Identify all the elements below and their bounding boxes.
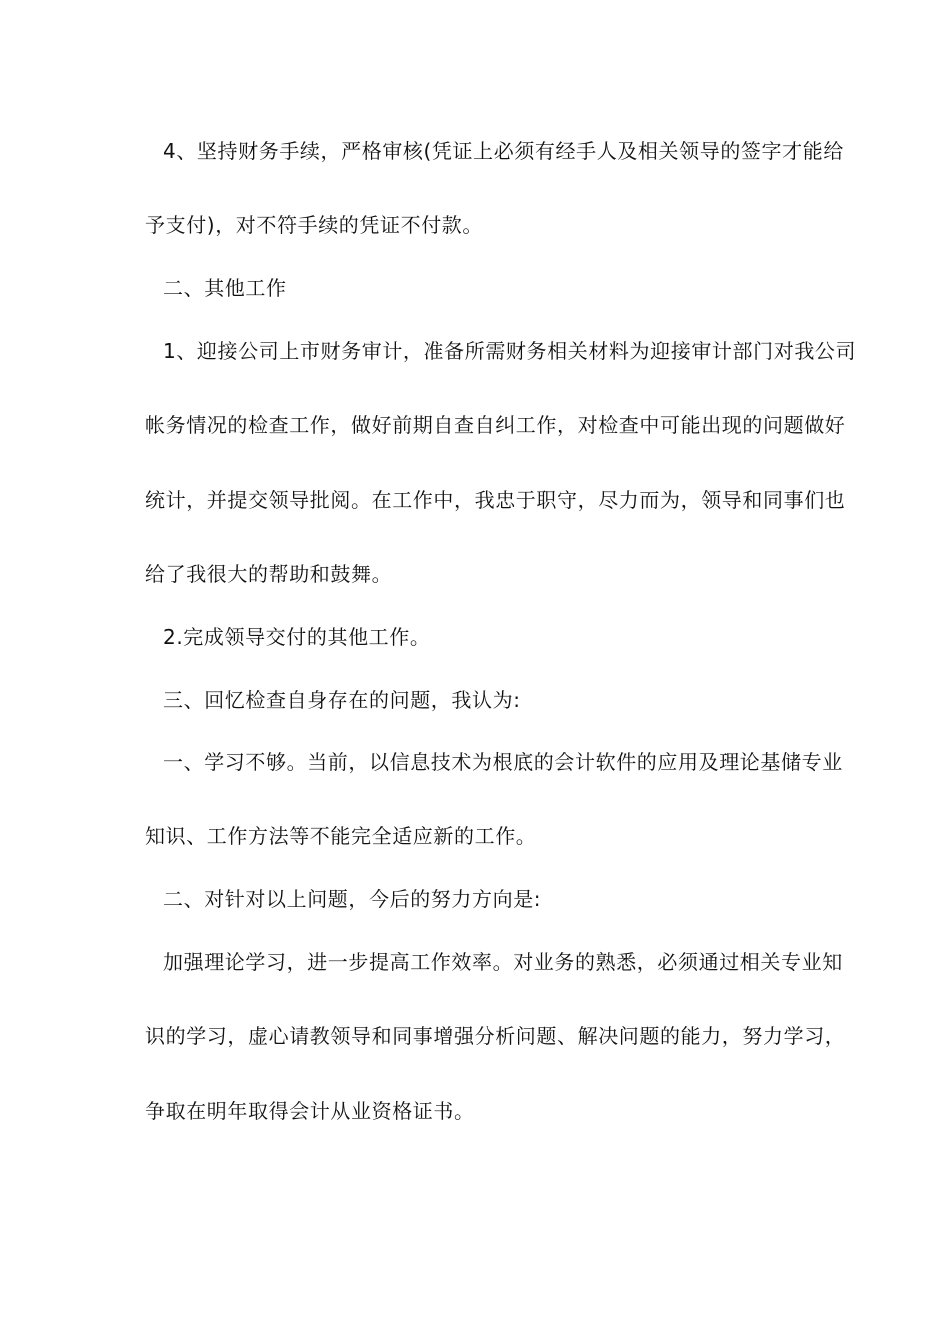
section-heading: 二、对针对以上问题，今后的努力方向是:	[163, 887, 542, 911]
paragraph-line: 统计，并提交领导批阅。在工作中，我忠于职守，尽力而为，领导和同事们也	[145, 488, 846, 512]
paragraph-line: 识的学习，虚心请教领导和同事增强分析问题、解决问题的能力，努力学习，	[145, 1024, 846, 1048]
paragraph-line: 4、坚持财务手续，严格审核(凭证上必须有经手人及相关领导的签字才能给	[163, 139, 844, 163]
paragraph-line: 给了我很大的帮助和鼓舞。	[145, 562, 393, 586]
paragraph-line: 知识、工作方法等不能完全适应新的工作。	[145, 824, 537, 848]
paragraph-line: 2.完成领导交付的其他工作。	[163, 625, 431, 649]
section-heading: 三、回忆检查自身存在的问题，我认为:	[163, 688, 521, 712]
paragraph-line: 予支付)，对不符手续的凭证不付款。	[145, 213, 484, 237]
paragraph-line: 帐务情况的检查工作，做好前期自查自纠工作，对检查中可能出现的问题做好	[145, 413, 846, 437]
section-heading: 二、其他工作	[163, 276, 287, 300]
paragraph-line: 加强理论学习，进一步提高工作效率。对业务的熟悉，必须通过相关专业知	[163, 950, 843, 974]
paragraph-line: 1、迎接公司上市财务审计，准备所需财务相关材料为迎接审计部门对我公司	[163, 339, 857, 363]
paragraph-line: 一、学习不够。当前，以信息技术为根底的会计软件的应用及理论基储专业	[163, 750, 843, 774]
paragraph-line: 争取在明年取得会计从业资格证书。	[145, 1099, 475, 1123]
